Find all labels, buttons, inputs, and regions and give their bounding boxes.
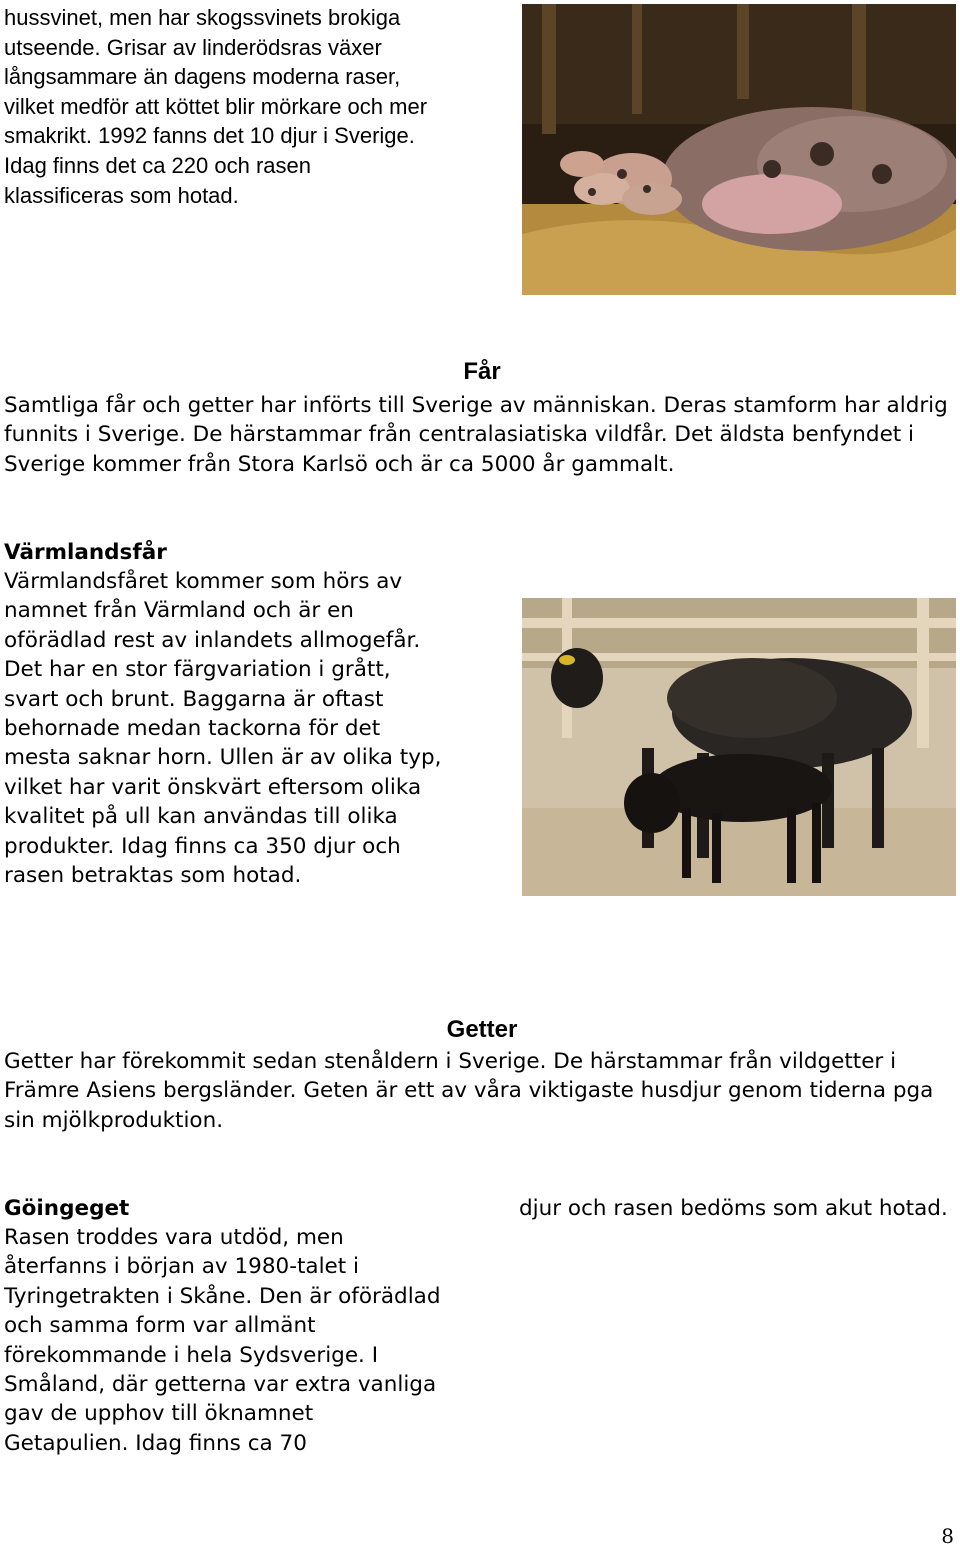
goingeget-heading: Göingeget [4,1196,130,1221]
goingeget-text-column-1: Rasen troddes vara utdöd, men återfanns i början av 1980-talet i Tyringetrakten i Skåne. Den är oförädlad och samma form var allmänt förekommande i hela Sydsverige. I Småland, där getterna var extra vanliga gav de upphov till öknamnet Getapulien. Idag finns ca 70 [4,1225,441,1456]
page-number: 8 [941,1524,954,1548]
varmlandsfar-heading: Värmlandsfår [4,540,167,565]
sow-with-piglets-photo [522,4,956,295]
sheep-with-lamb-photo [522,598,956,896]
varmlandsfar-text: Värmlandsfåret kommer som hörs av namnet från Värmland och är en oförädlad rest av inlandets allmogefår. Det har en stor färgvariation i grått, svart och brunt. Baggarna är oftast behornade medan tackorna för det mesta saknar horn. Ullen är av olika typ, vilket har varit önskvärt eftersom olika kvalitet på ull kan användas till olika produkter. Idag finns ca 350 djur och rasen betraktas som hotad. [4,569,442,889]
goingeget-text-column-2: djur och rasen bedöms som akut hotad. [519,1196,948,1221]
sheep-intro: Samtliga får och getter har införts till Sverige av människan. Deras stamform har aldrig funnits i Sverige. De härstammar från centralasiatiska vildfår. Det äldsta benfyndet i Sverige kommer från Stora Karlsö och är ca 5000 år gammalt. [4,393,948,477]
pig-breed-text: hussvinet, men har skogssvinets brokiga utseende. Grisar av linderödsras växer långsammare än dagens moderna raser, vilket medför att köttet blir mörkare och mer smakrikt. 1992 fanns det 10 djur i Sverige. Idag finns det ca 220 och rasen klassificeras som hotad. [4,5,428,208]
sheep-heading: Får [463,358,501,385]
goat-heading: Getter [446,1016,518,1043]
goat-intro: Getter har förekommit sedan stenåldern i Sverige. De härstammar från vildgetter i Främre Asiens bergsländer. Geten är ett av våra viktigaste husdjur genom tiderna pga sin mjölkproduktion. [4,1049,934,1133]
